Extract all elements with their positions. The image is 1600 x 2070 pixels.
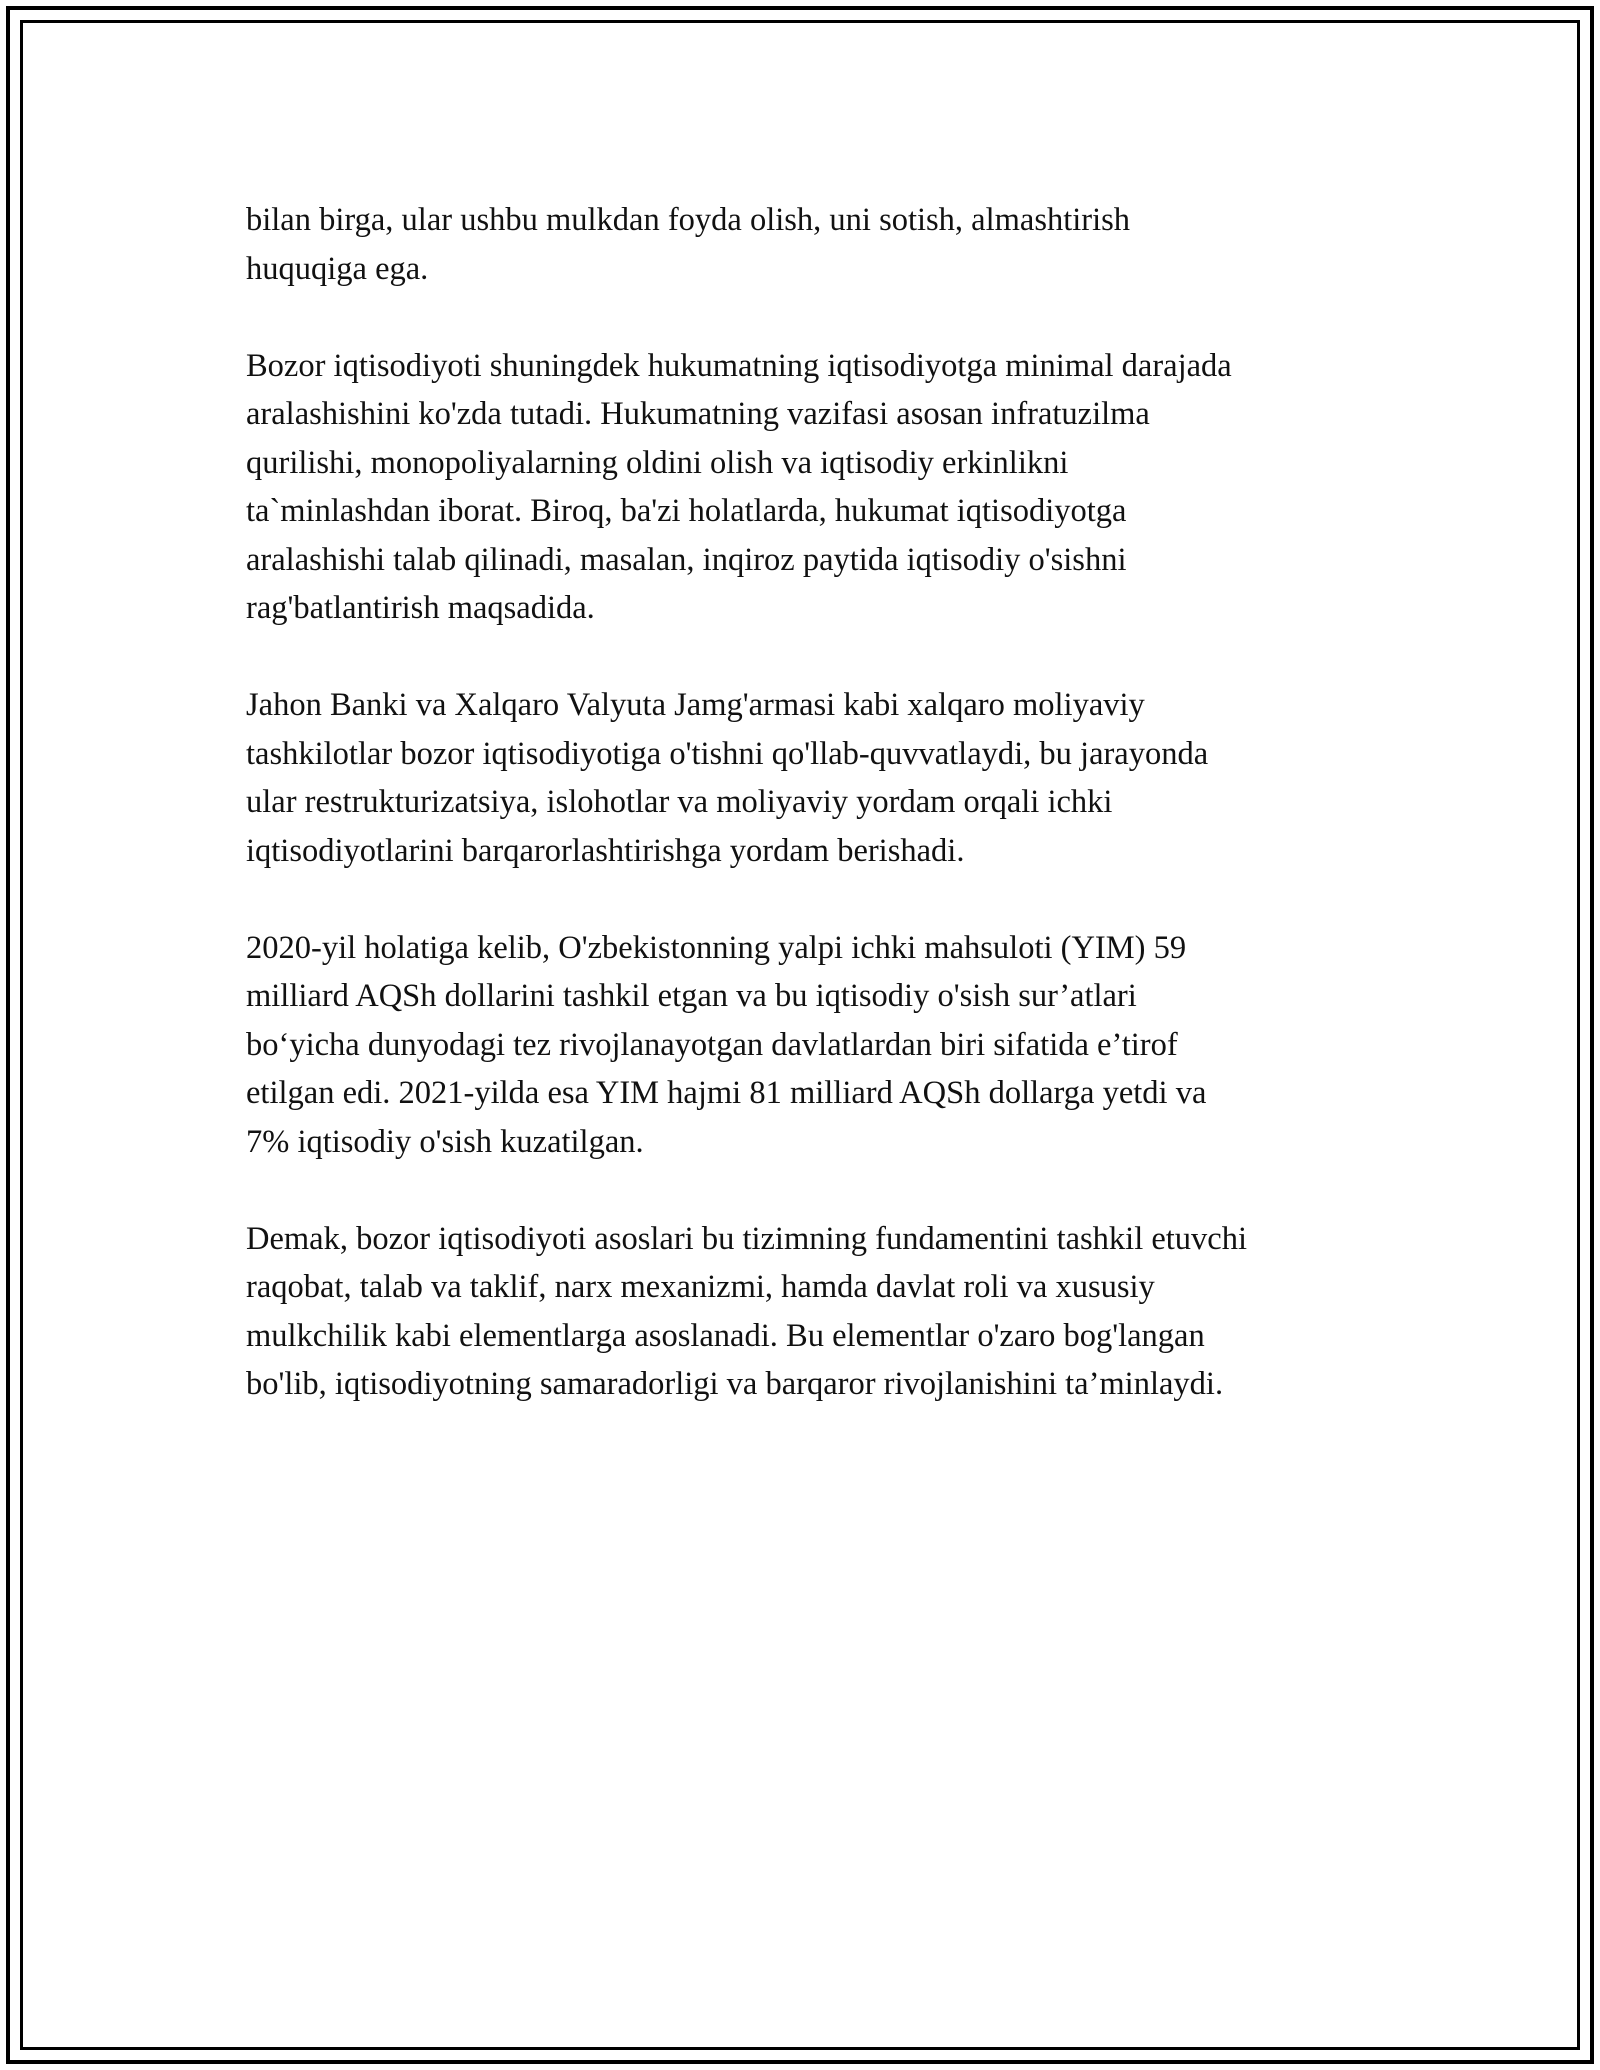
paragraph-uzbekistan-gdp (246, 924, 1426, 1167)
document-body (246, 196, 1426, 1457)
text-line: qurilishi, monopoliyalarning oldini olish va iqtisodiy erkinlikni (246, 444, 1069, 481)
text-line: aralashishini ko'zda tutadi. Hukumatning vazifasi asosan infratuzilma (246, 396, 1150, 432)
text-line: Bozor iqtisodiyoti shuningdek hukumatning iqtisodiyotga minimal darajada (246, 347, 1232, 384)
paragraph-government-role (246, 342, 1426, 633)
text-line: bo‘yicha dunyodagi tez rivojlanayotgan davlatlardan biri sifatida e’tirof (246, 1026, 1178, 1063)
text-line: bo'lib, iqtisodiyotning samaradorligi va barqaror rivojlanishini ta’minlaydi. (246, 1366, 1224, 1402)
text-line: etilgan edi. 2021-yilda esa YIM hajmi 81 milliard AQSh dollarga yetdi va (246, 1075, 1207, 1111)
text-line: milliard AQSh dollarini tashkil etgan va bu iqtisodiy o'sish sur’atlari (246, 978, 1137, 1014)
paragraph-conclusion (246, 1215, 1426, 1409)
text-line: iqtisodiyotlarini barqarorlashtirishga yordam berishadi. (246, 832, 965, 869)
text-line: mulkchilik kabi elementlarga asoslanadi. Bu elementlar o'zaro bog'langan (246, 1317, 1205, 1354)
paragraph-property-rights (246, 196, 1426, 293)
text-line: ular restrukturizatsiya, islohotlar va moliyaviy yordam orqali ichki (246, 784, 1113, 820)
text-line: Demak, bozor iqtisodiyoti asoslari bu tizimning fundamentini tashkil etuvchi (246, 1220, 1248, 1257)
text-line: ta`minlashdan iborat. Biroq, ba'zi holatlarda, hukumat iqtisodiyotga (246, 493, 1127, 529)
text-line: bilan birga, ular ushbu mulkdan foyda olish, uni sotish, almashtirish (246, 202, 1131, 238)
text-line: 2020-yil holatiga kelib, O'zbekistonning yalpi ichki mahsuloti (YIM) 59 (246, 929, 1187, 966)
paragraph-international-organizations (246, 681, 1426, 875)
text-line: Jahon Banki va Xalqaro Valyuta Jamg'armasi kabi xalqaro moliyaviy (246, 687, 1145, 723)
text-line: huquqiga ega. (246, 250, 429, 287)
page-border (6, 6, 1594, 2064)
text-line: tashkilotlar bozor iqtisodiyotiga o'tishni qo'llab-quvvatlaydi, bu jarayonda (246, 735, 1209, 772)
text-line: raqobat, talab va taklif, narx mexanizmi, hamda davlat roli va xususiy (246, 1269, 1155, 1305)
text-line: aralashishi talab qilinadi, masalan, inqiroz paytida iqtisodiy o'sishni (246, 541, 1127, 578)
text-line: rag'batlantirish maqsadida. (246, 590, 595, 626)
text-line: 7% iqtisodiy o'sish kuzatilgan. (246, 1123, 644, 1160)
